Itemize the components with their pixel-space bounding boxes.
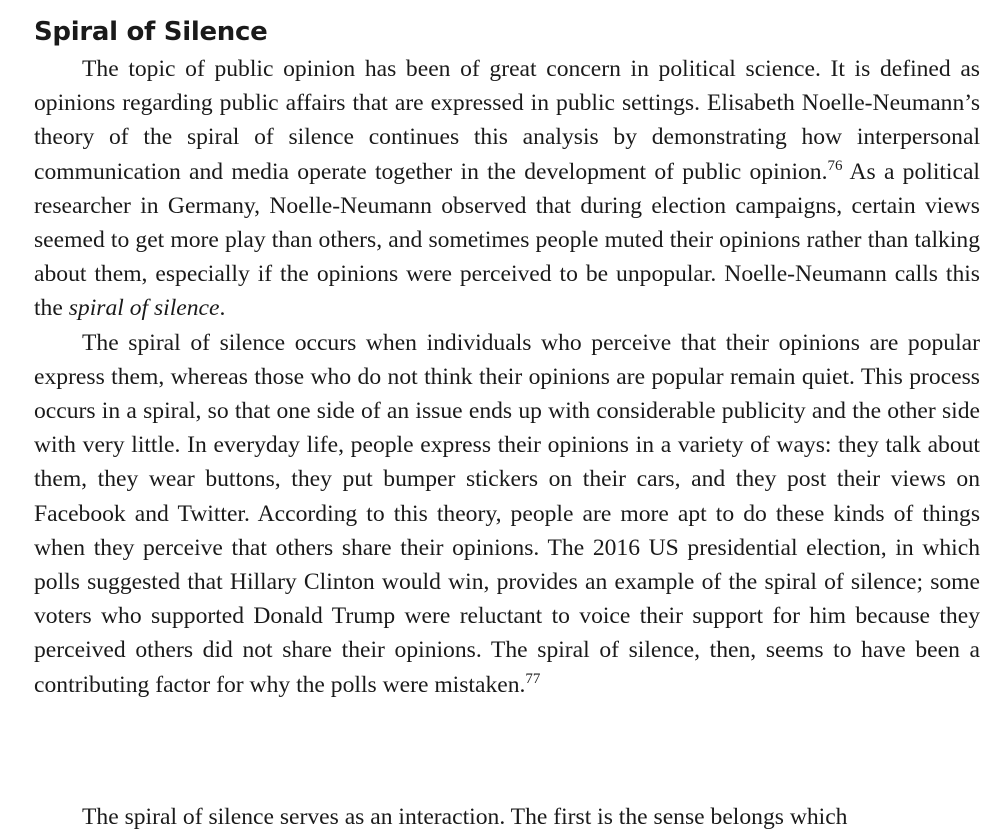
paragraph-2-text-a: The spiral of silence occurs when individuals who perceive that their opinions are popular express them, whereas those who do not think their opinions are popular remain quiet. This process occurs in a spiral, so that one side of an issue ends up with considerable publicity and the other side with very little. In everyday life, people express their opinions in a variety of ways: they talk about them, they wear buttons, they put bumper stickers on their cars, and they post their views on Facebook and Twitter. According to this theory, people are more apt to do these kinds of things when they perceive that others share their opinions. The 2016 US presidential election, in which polls suggested that Hillary Clinton would win, provides an example of the spiral of silence; some voters who supported Donald Trump were reluctant to voice their support for him because they perceived others did not share their opinions. The spiral of silence, then, seems to have been a contributing factor for why the polls were mistaken. xyxy=(34,329,980,698)
document-page xyxy=(34,14,980,702)
paragraph-2 xyxy=(34,326,980,702)
paragraph-1-text-c: . xyxy=(219,295,226,322)
paragraph-3-cut-off: The spiral of silence serves as an interaction. The first is the sense belongs which xyxy=(82,804,848,830)
paragraph-1 xyxy=(34,52,980,326)
paragraph-1-term: spiral of silence xyxy=(68,295,220,322)
paragraph-1-text-a: The topic of public opinion has been of great concern in political science. It is defined as opinions regarding public affairs that are expressed in public settings. Elisabeth Noelle-Neumann’s theory of the spiral of silence continues this analysis by demonstrating how interpersonal communication and media operate together in the development of public opinion. xyxy=(34,56,980,185)
section-heading: Spiral of Silence xyxy=(34,17,268,47)
footnote-ref-77[interactable]: 77 xyxy=(525,670,541,687)
paragraph-1-text-b: As a political researcher in Germany, Noelle-Neumann observed that during election campaigns, certain views seemed to get more play than others, and sometimes people muted their opinions rather than talking about them, especially if the opinions were perceived to be unpopular. Noelle-Neumann calls this the xyxy=(34,158,980,322)
footnote-ref-76[interactable]: 76 xyxy=(827,157,843,174)
